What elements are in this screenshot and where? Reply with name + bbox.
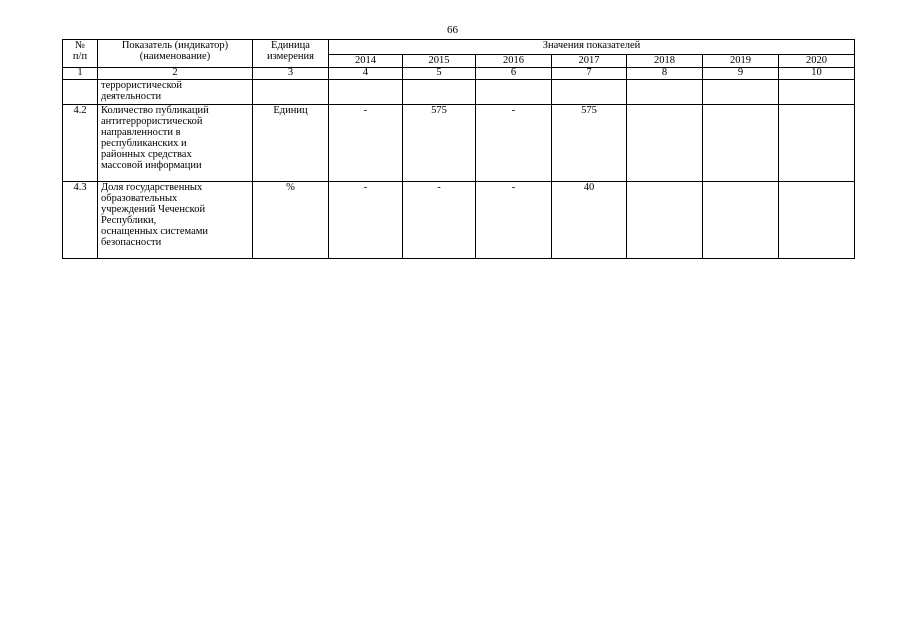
column-index: 7 <box>552 68 627 80</box>
row-name-line: антитеррористической <box>101 116 203 127</box>
row-num <box>63 80 98 105</box>
column-index-row <box>63 68 855 80</box>
header-year: 2014 <box>329 55 403 68</box>
row-value: 575 <box>552 105 627 182</box>
row-value <box>703 182 779 259</box>
row-value: - <box>476 182 552 259</box>
row-value <box>703 105 779 182</box>
row-value: - <box>476 105 552 182</box>
row-value <box>779 80 855 105</box>
row-value: - <box>403 182 476 259</box>
row-name-line: направленности в <box>101 127 181 138</box>
column-index: 3 <box>253 68 329 80</box>
header-name <box>98 40 253 68</box>
row-name-line: Количество публикаций <box>101 105 209 116</box>
row-num: 4.2 <box>63 105 98 182</box>
table-row <box>63 105 855 182</box>
header-year: 2018 <box>627 55 703 68</box>
row-value <box>703 80 779 105</box>
row-name-line: учреждений Чеченской <box>101 204 206 215</box>
row-value: 40 <box>552 182 627 259</box>
row-name <box>98 80 253 105</box>
row-value <box>329 80 403 105</box>
row-name-line: оснащенных системами <box>101 226 209 237</box>
table-row <box>63 80 855 105</box>
row-name-line: безопасности <box>101 237 162 248</box>
header-num-line1: № <box>74 40 86 51</box>
header-unit-line1: Единица <box>271 40 310 51</box>
row-value <box>403 80 476 105</box>
header-num-line2: п/п <box>72 51 88 62</box>
header-year: 2016 <box>476 55 552 68</box>
column-index: 10 <box>779 68 855 80</box>
column-index: 2 <box>98 68 253 80</box>
row-value: - <box>329 182 403 259</box>
row-name-line: районных средствах <box>101 149 192 160</box>
column-index: 8 <box>627 68 703 80</box>
row-value <box>476 80 552 105</box>
row-value <box>627 80 703 105</box>
header-year: 2015 <box>403 55 476 68</box>
row-value <box>627 182 703 259</box>
row-unit: Единиц <box>253 105 329 182</box>
header-year: 2019 <box>703 55 779 68</box>
header-num <box>63 40 98 68</box>
column-index: 4 <box>329 68 403 80</box>
row-name-line: массовой информации <box>101 160 202 171</box>
row-name-line: образовательных <box>101 193 178 204</box>
indicators-table <box>62 39 855 259</box>
row-name-line: республиканских и <box>101 138 187 149</box>
column-index: 1 <box>63 68 98 80</box>
row-name-line: Республики, <box>101 215 157 226</box>
row-name-line: Доля государственных <box>101 182 203 193</box>
row-value <box>779 105 855 182</box>
header-values-group: Значения показателей <box>329 40 855 55</box>
header-unit-line2: измерения <box>267 51 314 62</box>
row-name-line: деятельности <box>101 91 162 102</box>
header-year: 2020 <box>779 55 855 68</box>
row-name-line: террористической <box>101 80 183 91</box>
header-name-line1: Показатель (индикатор) <box>121 40 229 51</box>
header-unit <box>253 40 329 68</box>
column-index: 5 <box>403 68 476 80</box>
row-value: 575 <box>403 105 476 182</box>
table-row <box>63 182 855 259</box>
row-value <box>779 182 855 259</box>
page-number: 66 <box>447 24 458 36</box>
column-index: 9 <box>703 68 779 80</box>
row-unit <box>253 80 329 105</box>
row-num: 4.3 <box>63 182 98 259</box>
column-index: 6 <box>476 68 552 80</box>
row-value <box>627 105 703 182</box>
row-unit: % <box>253 182 329 259</box>
header-year: 2017 <box>552 55 627 68</box>
header-name-line2: (наименование) <box>139 51 211 62</box>
row-name <box>98 182 253 259</box>
row-value <box>552 80 627 105</box>
header-row-top <box>63 40 855 55</box>
row-value: - <box>329 105 403 182</box>
row-name <box>98 105 253 182</box>
